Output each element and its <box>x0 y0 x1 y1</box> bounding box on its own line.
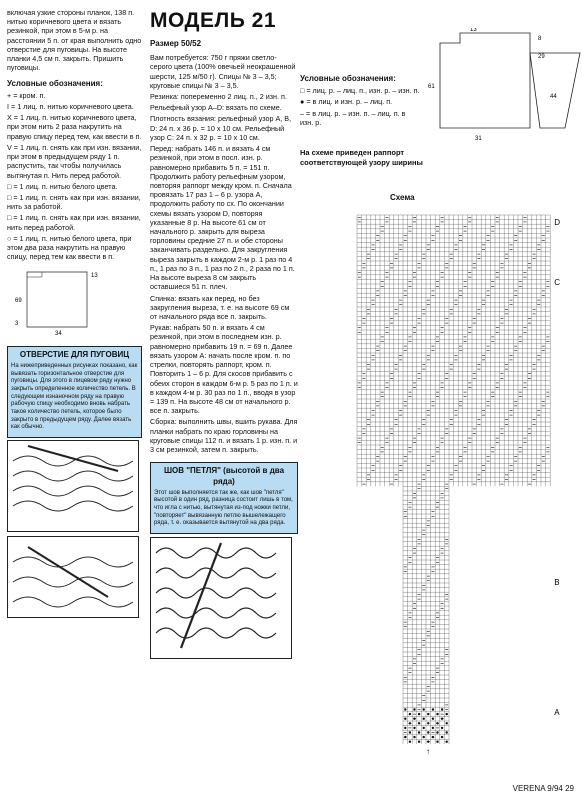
footer: VERENA 9/94 29 <box>512 783 574 793</box>
chart-dot <box>436 713 438 715</box>
legend-item-6: □ = 1 лиц. п. снять как при изн. вязании, нить перед работой. <box>7 213 141 232</box>
sketch-label-3: 13 <box>91 273 98 280</box>
chart-letter-C: C <box>554 278 560 287</box>
front-sketch <box>7 267 117 337</box>
chart-note: На схеме приведен раппорт соответствующей узору ширины <box>300 148 423 167</box>
chart-dot <box>423 708 425 710</box>
legend-item-4: □ = 1 лиц. п. нитью белого цвета. <box>7 181 118 191</box>
chart-dot <box>423 718 425 720</box>
buttonhole-title: ОТВЕРСТИЕ ДЛЯ ПУГОВИЦ <box>19 349 130 359</box>
chart-dot <box>413 718 415 720</box>
chart-letter-D: D <box>554 218 560 227</box>
chart-dot <box>409 713 411 715</box>
buttonhole-illustration-2 <box>7 536 139 618</box>
chart-letter-A: A <box>554 708 560 717</box>
gauge-paragraph: Плотность вязания: рельефный узор A, B, D: 24 п. х 36 р. = 10 х 10 см. Рельефный узор C: 24 п. х 32 р. = 10 х 10 см. <box>150 114 292 142</box>
legend-item-0: + = кром. п. <box>7 90 46 100</box>
model-title: МОДЕЛЬ 21 <box>150 9 277 32</box>
front-paragraph: Перед: набрать 146 п. и вязать 4 см резинкой, при этом в посл. изн. р. равномерно прибавить 5 п. = 151 п. Продолжить работу рельефным узором, повторяя раппорт между кром. п. Сначала провязать 17 раз 1 – 6 р. узора A, продолжить работу по сх. По окончании схемы вязать узором D, повторяя указанные 8 р. На высоте 61 см от начального р. закрыть для выреза горловины средние 27 п. и обе стороны заканчивать раздельно. Для закругления выреза закрыть в каждом 2-м р. 1 раз по 4 п., 1 раз по 3 п., 1 раз по 2 п., 2 раза по 1 п. На высоте выреза 8 см закрыть оставшиеся 51 п. плеч. <box>150 144 295 292</box>
chart-dot <box>432 718 434 720</box>
body-label-3: 31 <box>475 136 482 142</box>
chart-dot <box>441 727 443 729</box>
start-arrow-icon: ↑ <box>426 747 430 755</box>
stitch-text: Этот шов выполняется так же, как шов "петля" высотой в один ряд, разница состоит лишь в том, что игла с нитью, вытянутая из-под ножки петли, "повторяет" вывязанную петлю вышележащего ряда, т. е. оказывается вытянутой на два ряда. <box>154 489 293 527</box>
legend-item-1: I = 1 лиц. п. нитью коричневого цвета. <box>7 101 134 111</box>
legend-item-3: V = 1 лиц. п. снять как при изн. вязании, при этом в предыдущем ряду 1 п. распустить, так чтобы получилась вытянутая п. Нить перед работой. <box>7 142 142 180</box>
back-paragraph: Спинка: вязать как перед, но без закругления выреза, т. е. на высоте 69 см от начального ряда все п. закрыть. <box>150 293 290 322</box>
ribbing-paragraph: Резинка: попеременно 2 лиц. п., 2 изн. п. <box>150 91 287 101</box>
sketch-label-0: 69 <box>15 298 22 305</box>
buttonhole-illustration-1 <box>7 440 139 532</box>
legend-item-5: □ = 1 лиц. п. снять как при изн. вязании, нить за работой. <box>7 192 141 212</box>
chart-dot <box>423 736 425 738</box>
chart-letter-B: B <box>554 578 560 587</box>
size-label: Размер 50/52 <box>150 38 202 48</box>
chart-dot <box>446 731 448 733</box>
sketch-label-2: 34 <box>55 331 62 338</box>
body-label-1: 8 <box>538 36 542 42</box>
sleeve-sketch <box>525 48 582 138</box>
chart-dot <box>427 731 429 733</box>
chart-dot <box>446 722 448 724</box>
chart-dot <box>409 731 411 733</box>
stitch-box <box>150 462 298 534</box>
knitting-chart <box>345 205 575 755</box>
left-column <box>7 8 142 620</box>
chart-dot <box>436 731 438 733</box>
chart-dot <box>423 727 425 729</box>
chart-dot <box>418 713 420 715</box>
legend2-item-2: – = в лиц. р. – изн. п. – лиц. п. в изн. р. <box>300 108 406 127</box>
legend-item-2: X = 1 лиц. п. нитью коричневого цвета, при этом нить 2 раза накрутить на правую спицу перед тем, как ввести в п. <box>7 113 142 141</box>
chart-dot <box>418 731 420 733</box>
chart-dot <box>418 722 420 724</box>
intro-paragraph: включая узкие стороны планок, 138 п. нитью коричневого цвета и вязать резинкой, при этом в 5-м р. на расстоянии 5 п. от края выполнить одно отверстие для пуговицы. На высоте планки 4,5 см п. закрыть. Пришить пуговицы. <box>7 8 142 73</box>
sleeve-label-0: 44 <box>550 94 557 100</box>
chart-dot <box>404 708 406 710</box>
chart-dot <box>441 736 443 738</box>
legend-title: Условные обозначения: <box>7 78 103 88</box>
body-label-0: 29 <box>538 54 545 60</box>
chart-dot <box>404 727 406 729</box>
stitch-title: ШОВ "ПЕТЛЯ" (высотой в два ряда) <box>163 466 285 486</box>
assembly-paragraph: Сборка: выполнить швы, вшить рукава. Для планки набрать по краю горловины на круговые спицы 112 п. и вязать 1 р. изн. п. и 3 см резинкой, затем п. закрыть. <box>150 417 298 455</box>
chart-dot <box>427 713 429 715</box>
chart-dot <box>418 741 420 743</box>
chart-dot <box>413 727 415 729</box>
buttonhole-text: На нижеприведенных рисунках показано, как вывязать горизонтальное отверстие для пуговицы. Для этого в лицевом ряду нужно закрыть определенное количество петель. В следующем изнаночном ряду на правую рабочую спицу необходимо вновь набрать такое количество петель, которое было закрыто в предыдущем ряду. Далее вязать как обычно. <box>11 362 138 431</box>
chart-dot <box>404 736 406 738</box>
chart-dot <box>413 736 415 738</box>
chart-dot <box>432 727 434 729</box>
legend-title-2: Условные обозначения: <box>300 74 396 83</box>
legend2-item-1: ● = в лиц. и изн. р. – лиц. п. <box>300 97 393 107</box>
stitch-illustration <box>150 537 292 659</box>
chart-dot <box>436 741 438 743</box>
legend-item-7: ○ = 1 лиц. п. нитью белого цвета, при этом два раза накрутить на правую спицу, перед тем как ввести в п. <box>7 233 132 262</box>
chart-dot <box>432 736 434 738</box>
chart-dot <box>427 722 429 724</box>
chart-dot <box>413 708 415 710</box>
chart-dot <box>409 722 411 724</box>
legend2-item-0: □ = лиц. р. – лиц. п., изн. р. – изн. п. <box>300 86 420 96</box>
legend-block <box>300 68 420 129</box>
chart-title: Схема <box>390 193 415 202</box>
chart-dot <box>441 718 443 720</box>
chart-dot <box>404 718 406 720</box>
chart-dot <box>446 713 448 715</box>
sketch-label-1: 3 <box>15 321 19 328</box>
chart-dot <box>436 722 438 724</box>
chart-dot <box>441 708 443 710</box>
materials-paragraph: Вам потребуется: 750 г пряжи светло-серого цвета (100% овечьей неокрашенной шерсти, 125 м/50 г). Спицы № 3 – 3,5; круговые спицы № 3 – 3,5. <box>150 53 296 90</box>
sleeve-paragraph: Рукав: набрать 50 п. и вязать 4 см резинкой, при этом в последнем изн. р. равномерно прибавить 19 п. = 69 п. Далее вязать узором А: начать после кром. п. по стрелки, повторять раппорт, кром. п. Повторить 1 – 6 р. Для скосов прибавить с обеих сторон в каждом 6-м р. 5 раз по 1 п. и в каждом 4-м р. 30 раз по 1 п., вводя в узор = 139 п. На высоте 48 см от начального р. все п. закрыть. <box>150 323 298 416</box>
chart-dot <box>427 741 429 743</box>
body-label-2: 61 <box>428 84 435 90</box>
chart-dot <box>446 741 448 743</box>
chart-dot <box>432 708 434 710</box>
pattern-paragraph: Рельефный узор А–D: вязать по схеме. <box>150 103 282 113</box>
chart-grid <box>345 205 575 755</box>
middle-column <box>150 8 298 661</box>
buttonhole-box <box>7 346 142 438</box>
body-label-4: 13 <box>470 28 477 33</box>
chart-dot <box>409 741 411 743</box>
